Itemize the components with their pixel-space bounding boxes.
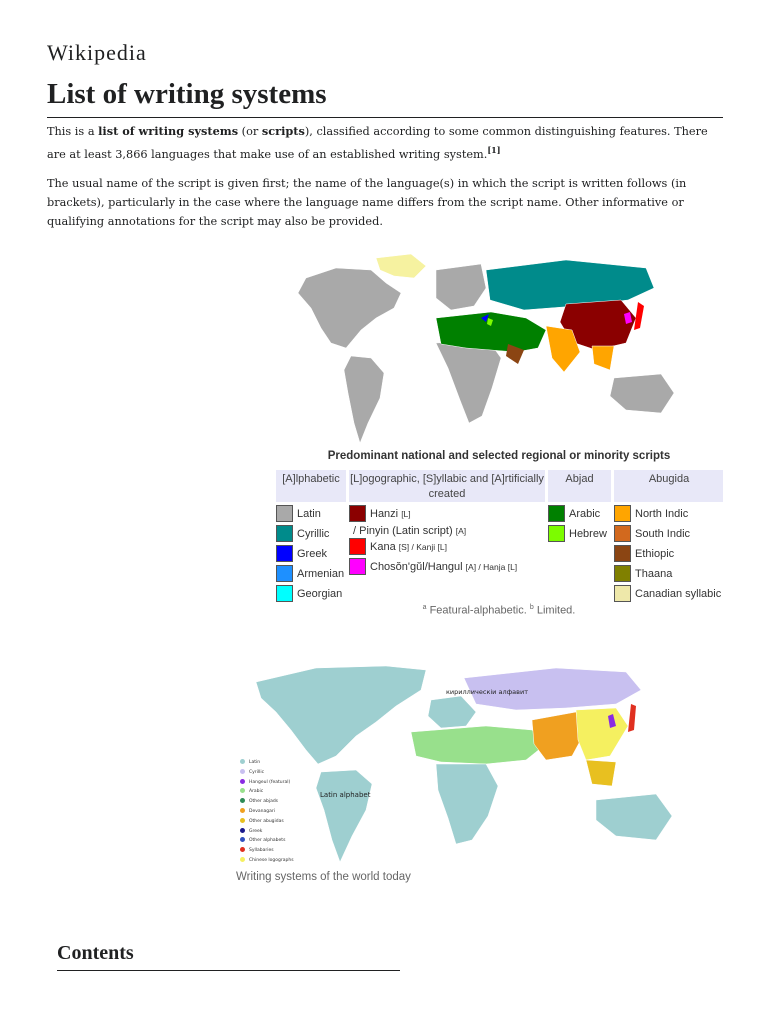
legend-dot-icon xyxy=(240,808,245,813)
scripts-legend: [A]lphabetic [L]ogographic, [S]yllabic and [A]rtificially created Abjad Abugida Latin Cyrillic Greek Armenian Georgian Hanzi [L] / Pinyin (Latin script) [A] Kana [S] / Kanji [L] Chosŏn'gŭl/Hangul [A] / Hanja [L] Arabic Hebrew North Indic South Indic Ethiopic Thaana Canadian syllabic xyxy=(276,470,723,610)
legend-header-abugida: Abugida xyxy=(614,470,723,502)
map-legend-title: Predominant national and selected regional or minority scripts xyxy=(327,450,671,462)
cyrillic-map-label: кириллическіи алфавит xyxy=(446,688,528,696)
map2-legend-item: Cyrillic xyxy=(240,768,294,778)
legend-dot-icon xyxy=(240,818,245,823)
legend-dot-icon xyxy=(240,847,245,852)
legend-dot-icon xyxy=(240,837,245,842)
legend-dot-icon xyxy=(240,798,245,803)
legend-footnote: $^a$ Featural-alphabetic. $^b$ Limited. xyxy=(422,604,576,617)
legend-dot-icon xyxy=(240,769,245,774)
contents-divider xyxy=(57,970,400,971)
title-divider xyxy=(47,117,723,118)
map2-legend-item: Other abjads xyxy=(240,797,294,807)
map2-legend-item: Other alphabets xyxy=(240,836,294,846)
writing-systems-map[interactable] xyxy=(236,660,724,866)
intro-bold-scripts: scripts xyxy=(261,124,305,138)
legend-dot-icon xyxy=(240,857,245,862)
map2-legend-item: Arabic xyxy=(240,787,294,797)
legend-header-alphabetic: [A]lphabetic xyxy=(276,470,346,502)
intro-paragraph: This is a list of writing systems (or scripts), classified according to some common distinguishing features. There are at least 3,866 languages that make use of an established writing system.[1] xyxy=(47,124,708,161)
map2-legend-item: Chinese logographs xyxy=(240,856,294,866)
legend-dot-icon xyxy=(240,759,245,764)
legend-dot-icon xyxy=(240,828,245,833)
map2-legend-item: Latin xyxy=(240,758,294,768)
citation-link[interactable]: [1] xyxy=(487,145,501,155)
naming-paragraph: The usual name of the script is given first; the name of the language(s) in which the script is written follows (in brackets), particularly in the case where the language name differs from the script name. Other informative or qualifying annotations for the script may also be provided. xyxy=(47,177,687,228)
legend-dot-icon xyxy=(240,779,245,784)
legend-header-abjad: Abjad xyxy=(548,470,611,502)
writing-systems-legend xyxy=(240,758,294,866)
latin-map-label: Latin alphabet xyxy=(320,791,371,799)
map-caption: Writing systems of the world today xyxy=(236,871,411,883)
intro-bold-term: list of writing systems xyxy=(98,124,239,138)
map2-legend-item: Other abugidas xyxy=(240,817,294,827)
map2-legend-item: Syllabaries xyxy=(240,846,294,856)
legend-header-logographic: [L]ogographic, [S]yllabic and [A]rtificially created xyxy=(349,470,545,502)
map2-legend-item: Greek xyxy=(240,827,294,837)
page-title: List of writing systems xyxy=(47,78,327,110)
scripts-world-map[interactable] xyxy=(276,248,724,446)
contents-heading: Contents xyxy=(57,942,134,964)
map2-legend-item: Hangeul (featural) xyxy=(240,778,294,788)
legend-dot-icon xyxy=(240,788,245,793)
map2-legend-item: Devanagari xyxy=(240,807,294,817)
wikipedia-logo[interactable]: Wikipedia xyxy=(47,40,147,65)
